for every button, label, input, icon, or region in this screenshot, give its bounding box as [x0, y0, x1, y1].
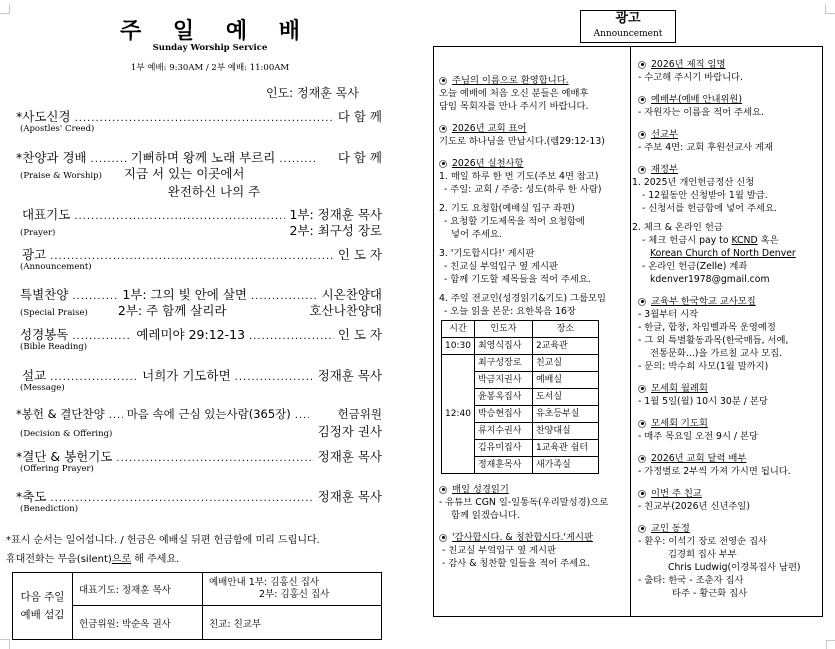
announcement-column-left: [439, 74, 627, 579]
announcement-calendar: 2026년 교회 달력 배부 - 가정별로 2부씩 가져 가시면 됩니다.: [638, 453, 791, 477]
order-item-english: (Apostles' Creed): [20, 124, 95, 134]
next-week-offering: 헌금위원: 박순옥 권사: [73, 606, 203, 640]
order-item-person: 정재훈 목사: [317, 368, 382, 383]
section-heading: 모세회 월례회: [651, 383, 708, 394]
email-address: kdenver1978@gmail.com: [650, 274, 770, 285]
order-item-english: (Bible Reading): [20, 342, 88, 352]
section-heading: 예배부(예배 안내위원): [651, 94, 743, 105]
leader-dots: [91, 154, 127, 165]
service-times: 1부 예배: 9:30AM / 2부 예배: 11:00AM: [130, 63, 290, 73]
leader-dots: [295, 410, 309, 421]
order-item-person: 1부: 정재훈 목사: [289, 207, 382, 222]
order-item-title: 성경봉독: [20, 327, 69, 342]
announcement-fellowship: 이번 주 친교 - 친교부(2026년 신년주일): [638, 488, 751, 512]
table-row: 윤봉옥집사 도서실: [442, 389, 599, 406]
next-week-fellowship: 친교: 친교부: [203, 606, 382, 640]
order-item-apostles-creed: [16, 107, 382, 135]
order-item-title: *사도신경: [16, 109, 71, 124]
song-title: 기뻐하며 왕께 노래 부르리: [130, 150, 276, 165]
order-item-title: *결단 & 봉헌기도: [16, 449, 113, 464]
worship-leader: 인도: 정재훈 목사: [266, 86, 359, 100]
table-row: 12:40 최구성장로 친교실: [442, 355, 599, 372]
leader-dots: [235, 372, 314, 383]
announcement-member-news: 교인 동정 - 환우: 이석기 장로 전영순 집사 김경희 집사 부부 Chris Ludwig(이경복집사 남편) - 출타: 한국 - 조춘자 집사 타주 - 황근화 집사: [638, 523, 801, 599]
order-item-english: (Decision & Offering): [20, 429, 113, 439]
notice-line: 휴대전화는 무음(silent)으로 해 주세요.: [6, 554, 180, 565]
choir-name: 호산나찬양대: [309, 303, 382, 318]
sermon-title: 너희가 기도하면: [142, 368, 231, 383]
leader-dots: [116, 453, 313, 464]
section-heading: 2026년 실천사항: [452, 158, 524, 169]
order-item-title: *찬양과 경배: [16, 150, 87, 165]
announcement-korean-school: 교육부 한국학교 교사모집 - 3월부터 시작 - 한글, 합창, 차임벨과목 운영예정 - 그 외 특별활동과목(한국매듭, 서예, 전통문화...)을 가르칠 교사 모집. - 문의: 박수희 사모(1월 말까지): [638, 296, 789, 372]
order-item-title: 설교: [22, 368, 47, 383]
leader-dots: [279, 154, 315, 165]
notice-line: *표시 순서는 일어섭니다. / 헌금은 예배실 뒤편 헌금함에 미리 드립니다.: [6, 535, 320, 546]
choir-name: 시온찬양대: [321, 287, 382, 302]
order-item-person: 인 도 자: [337, 327, 382, 342]
section-heading: 모세회 기도회: [651, 418, 708, 429]
section-heading: 2026년 교회 달력 배부: [651, 453, 747, 464]
order-item-title: 특별찬양: [20, 287, 69, 302]
announcement-worship-dept: 예배부(예배 안내위원) - 자원자는 이름을 적어 주세요.: [638, 94, 764, 118]
song-title: 완전하신 나의 주: [167, 184, 261, 199]
leader-dots: [72, 291, 118, 302]
announcement-practice: 2026년 실천사항 1. 매일 하루 한 번 기도(주보 4면 참고) - 주일: 교회 / 주중: 성도(하루 한 사람) 2. 기도 요청함(예배실 입구 좌편) - 요청할 기도제목을 적어 요청함에 넣어 주세요. 3. '기도합시다!' 게시판 - 친교실 부엌입구 옆 게시판 - 함께 기도할 제목들을 적어 주세요. 4. 주일 전교인(성경읽기&기도) 그룹모임 - 오늘 읽을 본문: 요한복음 16장 시간 인도자 장소 10:30 최영식집사 2교육관 12:40 최구성장로 친교실 박금지권사 예배실 윤봉옥집사 도서실 박승현집사 유초등부실 류지수권사 찬양대실 김유미집사 1교육관 쉼터 정재훈목사 새가족실: [439, 157, 627, 474]
announcement-moses-prayer: 모세회 기도회 - 매주 목요일 오전 9시 / 본당: [638, 418, 758, 442]
order-item-offering-prayer: [16, 447, 382, 475]
radio-bullet-icon: [638, 298, 646, 306]
group-meeting-table: 시간 인도자 장소 10:30 최영식집사 2교육관 12:40 최구성장로 친교실 박금지권사 예배실 윤봉옥집사 도서실 박승현집사 유초등부실 류지수권사 찬양대실 김유미집사 1교육관 쉼터 정재훈목사 새가족실: [441, 320, 599, 474]
announcement-bible-reading: 매일 성경읽기 - 유튜브 CGN 일-일통독(우리말성경)으로 함께 읽겠습니다.: [439, 484, 609, 521]
announcement-welcome: 주님의 이름으로 환영합니다. 오늘 예배에 처음 오신 분들은 예배후 담임 목회자를 만나 주시기 바랍니다.: [439, 75, 589, 112]
next-week-header: 다음 주일 예배 섬김: [13, 573, 73, 640]
scripture: 예레미야 29:12-13: [136, 327, 246, 342]
page-subtitle: Sunday Worship Service: [152, 43, 268, 53]
radio-bullet-icon: [638, 61, 646, 69]
announcement-motto: 2026년 교회 표어 기도로 하나님을 만납시다.(렘29:12-13): [439, 123, 605, 147]
order-item-message: [16, 366, 382, 394]
order-item-title: 대표기도: [22, 207, 71, 222]
leader-dots: [109, 410, 123, 421]
order-item-person: 2부: 최구성 장로: [289, 223, 382, 238]
next-week-ushers: 예배안내 1부: 김홍신 집사 2부: 김홍신 집사: [203, 573, 382, 606]
table-row: 정재훈목사 새가족실: [442, 457, 599, 474]
order-item-announcement: [16, 245, 382, 273]
order-item-english: (Benediction): [20, 504, 79, 514]
announcement-moses-monthly: 모세회 월례회 - 1월 5일(월) 10시 30분 / 본당: [638, 383, 768, 407]
next-week-servers-table: [12, 572, 382, 640]
song-title: 마음 속에 근심 있는사람(365장): [126, 407, 291, 421]
table-row: 박승현집사 유초등부실: [442, 406, 599, 423]
order-item-person: 다 함 께: [337, 109, 382, 124]
section-heading: '감사합시다. & 칭찬합시다.'게시판: [452, 532, 593, 543]
order-item-person: 헌금위원: [337, 407, 382, 421]
order-item-english: (Offering Prayer): [20, 464, 94, 474]
radio-bullet-icon: [638, 490, 646, 498]
announcement-column-right: [632, 58, 822, 609]
radio-bullet-icon: [439, 486, 447, 494]
song-title: 2부: 주 함께 살리라: [117, 303, 227, 318]
radio-bullet-icon: [638, 525, 646, 533]
page-corner-mark: [826, 640, 835, 649]
section-heading: 재정부: [651, 164, 678, 175]
order-item-english: (Praise & Worship): [20, 171, 102, 181]
order-item-person: 김정자 권사: [317, 424, 382, 439]
section-heading: 2026년 제직 임명: [651, 59, 726, 70]
section-heading: 교인 동정: [651, 523, 690, 534]
announcement-mission: 선교부 - 주보 4면: 교회 후원선교사 게재: [638, 129, 773, 153]
leader-dots: [249, 331, 334, 342]
next-week-prayer: 대표기도: 정재훈 목사: [73, 573, 203, 606]
order-item-person: 인 도 자: [337, 247, 382, 262]
announcement-title: 광고 Announcement: [580, 10, 676, 43]
announcement-finance: 재정부 1. 2025년 개인헌금정산 신청 - 12월동안 신청받아 1월 발급. - 신청서를 헌금함에 넣어 주세요. 2. 체크 & 온라인 헌금 - 체크 헌금시 pay to KCND 혹은 Korean Church of North Denver - 온라인 헌금(Zelle) 계좌 kdenver1978@gmail.com: [638, 163, 822, 286]
service-notice: [6, 531, 416, 569]
section-heading: 선교부: [651, 129, 678, 140]
announcement-officers: 2026년 제직 임명 - 수고해 주시기 바랍니다.: [638, 59, 743, 83]
order-item-benediction: [16, 487, 382, 515]
table-row: 박금지권사 예배실: [442, 372, 599, 389]
order-item-english: (Prayer): [20, 228, 56, 238]
page-corner-mark: [825, 4, 835, 14]
order-item-prayer: [16, 205, 382, 237]
order-item-person: 다 함 께: [337, 150, 382, 165]
order-item-decision-offering: [16, 406, 382, 438]
order-item-english: (Announcement): [20, 262, 92, 272]
order-item-title: *봉헌 & 결단찬양: [16, 407, 105, 421]
order-item-praise-worship: [16, 148, 382, 200]
radio-bullet-icon: [439, 77, 447, 85]
section-heading: 주님의 이름으로 환영합니다.: [452, 75, 569, 86]
song-title: 1부: 그의 빛 안에 살면: [122, 287, 247, 302]
radio-bullet-icon: [638, 420, 646, 428]
order-item-english: (Special Praise): [20, 308, 88, 318]
section-heading: 이번 주 친교: [651, 488, 702, 499]
radio-bullet-icon: [439, 160, 447, 168]
leader-dots: [75, 113, 334, 124]
radio-bullet-icon: [638, 96, 646, 104]
section-heading: 매일 성경읽기: [452, 484, 509, 495]
table-row: 김유미집사 1교육관 쉼터: [442, 440, 599, 457]
table-row: 류지수권사 찬양대실: [442, 423, 599, 440]
leader-dots: [74, 211, 285, 222]
section-heading: 2026년 교회 표어: [452, 123, 527, 134]
radio-bullet-icon: [638, 385, 646, 393]
section-heading: 교육부 한국학교 교사모집: [651, 296, 756, 307]
leader-dots: [251, 291, 318, 302]
order-item-bible-reading: [16, 325, 382, 353]
order-item-person: 정재훈 목사: [317, 489, 382, 504]
table-row: 10:30 최영식집사 2교육관: [442, 338, 599, 355]
radio-bullet-icon: [638, 131, 646, 139]
order-item-english: (Message): [20, 383, 65, 393]
song-title: 지금 서 있는 이곳에서: [123, 166, 245, 181]
radio-bullet-icon: [439, 534, 447, 542]
column-divider: [630, 46, 631, 617]
order-item-special-praise: [16, 285, 382, 317]
radio-bullet-icon: [439, 125, 447, 133]
radio-bullet-icon: [638, 455, 646, 463]
order-item-person: 정재훈 목사: [317, 449, 382, 464]
page-title: 주 일 예 배: [120, 19, 312, 44]
announcement-thanks-board: '감사합시다. & 칭찬합시다.'게시판 - 친교실 부엌입구 옆 게시판 - 감사 & 칭찬할 일들을 적어 주세요.: [439, 531, 627, 570]
leader-dots: [50, 251, 334, 262]
order-item-title: 광고: [22, 247, 47, 262]
radio-bullet-icon: [638, 166, 646, 174]
leader-dots: [50, 493, 313, 504]
order-item-title: *축도: [16, 489, 47, 504]
